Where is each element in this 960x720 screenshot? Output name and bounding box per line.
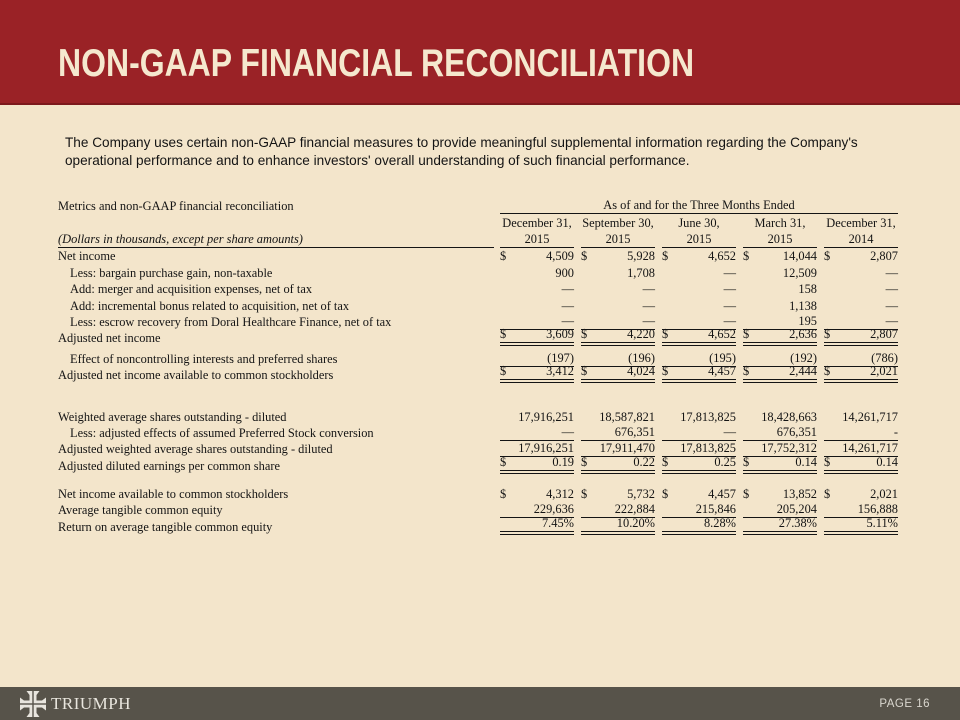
cell-value: — xyxy=(642,298,655,313)
table-cell xyxy=(500,299,574,314)
table-cell xyxy=(824,299,898,314)
table-cell xyxy=(500,410,574,425)
table-cell xyxy=(581,425,655,441)
cell-value: 229,636 xyxy=(533,502,574,517)
table-cell xyxy=(581,282,655,297)
dollar-sign: $ xyxy=(500,364,507,379)
cell-value: — xyxy=(561,298,574,313)
table-cell xyxy=(662,487,736,502)
table-cell xyxy=(581,266,655,281)
cell-value: (192) xyxy=(790,350,817,365)
row-label: Adjusted net income xyxy=(58,331,161,346)
cell-value: — xyxy=(885,298,898,313)
table-row xyxy=(58,425,904,441)
table-cell xyxy=(581,455,655,474)
column-years xyxy=(500,232,898,248)
dollar-sign: $ xyxy=(581,487,588,502)
dollar-sign: $ xyxy=(662,487,669,502)
cell-value: — xyxy=(723,298,736,313)
column-header-year: 2015 xyxy=(743,232,817,248)
flared-cross-icon xyxy=(20,691,46,717)
cell-value: (195) xyxy=(709,350,736,365)
column-header-month: December 31, xyxy=(826,216,896,230)
table-row xyxy=(58,364,904,383)
dollar-sign: $ xyxy=(662,364,669,379)
table-cell xyxy=(743,282,817,297)
table-cell xyxy=(743,364,817,383)
table-cell xyxy=(581,299,655,314)
cell-value: 18,428,663 xyxy=(761,409,817,424)
cell-value: (197) xyxy=(547,350,574,365)
table-header-row xyxy=(58,197,904,214)
dollar-sign: $ xyxy=(662,327,669,342)
cell-value: — xyxy=(723,265,736,280)
row-values xyxy=(500,455,898,474)
cell-value: — xyxy=(642,282,655,297)
cell-value: — xyxy=(561,313,574,328)
row-values xyxy=(500,516,898,535)
table-row xyxy=(58,454,904,473)
column-years-row xyxy=(58,231,904,248)
table-cell xyxy=(743,299,817,314)
cell-value: 222,884 xyxy=(614,502,655,517)
cell-value: 4,652 xyxy=(708,249,736,264)
column-header-year: 2015 xyxy=(662,232,736,248)
cell-value: 900 xyxy=(555,265,574,280)
table-row xyxy=(58,515,904,534)
cell-value: 8.28% xyxy=(703,515,736,530)
table-cell xyxy=(500,327,574,346)
cell-value: 1,138 xyxy=(789,298,817,313)
row-label: Effect of noncontrolling interests and preferred shares xyxy=(70,351,338,366)
cell-value: 156,888 xyxy=(857,502,898,517)
cell-value: 17,916,251 xyxy=(518,409,574,424)
column-header-month: March 31, xyxy=(754,216,806,230)
table-cell xyxy=(662,282,736,297)
table-cell xyxy=(581,364,655,383)
table-cell xyxy=(743,327,817,346)
cell-value: 13,852 xyxy=(782,487,817,502)
row-label: Less: bargain purchase gain, non-taxable xyxy=(70,265,273,280)
column-header-year: 2014 xyxy=(824,232,898,248)
table-cell xyxy=(500,282,574,297)
table-cell xyxy=(662,327,736,346)
cell-value: 5,928 xyxy=(627,249,655,264)
dollar-sign: $ xyxy=(500,327,507,342)
row-values xyxy=(500,249,898,264)
row-label: Adjusted weighted average shares outstanding - diluted xyxy=(58,442,333,457)
cell-value: — xyxy=(885,282,898,297)
cell-value: 4,509 xyxy=(546,249,574,264)
dollar-sign: $ xyxy=(743,249,750,264)
cell-value: 10.20% xyxy=(616,515,655,530)
dollar-sign: $ xyxy=(581,327,588,342)
triumph-logo xyxy=(20,691,131,717)
cell-value: 12,509 xyxy=(782,265,817,280)
dollar-sign: $ xyxy=(743,327,750,342)
table-left-subheader: (Dollars in thousands, except per share amounts) xyxy=(58,232,494,248)
table-row xyxy=(58,264,904,280)
table-cell xyxy=(824,425,898,441)
dollar-sign: $ xyxy=(743,454,750,469)
table-cell xyxy=(500,425,574,441)
column-header-year: 2015 xyxy=(500,232,574,248)
table-cell xyxy=(662,455,736,474)
table-cell xyxy=(500,249,574,264)
row-values xyxy=(500,299,898,314)
table-cell xyxy=(581,487,655,502)
table-cell xyxy=(824,487,898,502)
row-values xyxy=(500,266,898,281)
title-banner xyxy=(0,0,960,105)
cell-value: 4,312 xyxy=(546,487,574,502)
cell-value: 4,457 xyxy=(708,487,736,502)
dollar-sign: $ xyxy=(824,487,831,502)
table-cell xyxy=(662,266,736,281)
table-cell xyxy=(824,266,898,281)
financial-table xyxy=(58,197,904,535)
row-label: Add: incremental bonus related to acquisition, net of tax xyxy=(70,298,350,313)
cell-value: 5.11% xyxy=(866,515,898,530)
table-cell xyxy=(824,364,898,383)
table-cell xyxy=(662,364,736,383)
cell-value: 0.25 xyxy=(714,454,736,469)
table-cell xyxy=(824,455,898,474)
table-cell xyxy=(824,327,898,346)
table-span-header: As of and for the Three Months Ended xyxy=(500,198,898,214)
table-cell xyxy=(743,455,817,474)
cell-value: 2,636 xyxy=(789,327,817,342)
table-row xyxy=(58,297,904,313)
table-row xyxy=(58,486,904,502)
dollar-sign: $ xyxy=(743,364,750,379)
dollar-sign: $ xyxy=(581,454,588,469)
cell-value: 4,220 xyxy=(627,327,655,342)
table-left-header: Metrics and non-GAAP financial reconciliation xyxy=(58,199,294,213)
row-label: Add: merger and acquisition expenses, net of tax xyxy=(70,282,313,297)
table-cell xyxy=(662,425,736,441)
table-cell xyxy=(500,364,574,383)
row-label: Weighted average shares outstanding - diluted xyxy=(58,409,287,424)
dollar-sign: $ xyxy=(824,249,831,264)
table-cell xyxy=(500,516,574,535)
cell-value: — xyxy=(723,282,736,297)
cell-value: 17,813,825 xyxy=(680,441,736,456)
dollar-sign: $ xyxy=(743,487,750,502)
column-months xyxy=(500,216,898,231)
column-header-month: June 30, xyxy=(678,216,720,230)
cell-value: (196) xyxy=(628,350,655,365)
cell-value: 14,044 xyxy=(782,249,817,264)
row-values xyxy=(500,425,898,441)
cell-value: — xyxy=(561,282,574,297)
cell-value: 5,732 xyxy=(627,487,655,502)
cell-value: 2,021 xyxy=(870,364,898,379)
table-cell xyxy=(662,516,736,535)
table-cell xyxy=(500,487,574,502)
row-values xyxy=(500,364,898,383)
cell-value: (786) xyxy=(871,350,898,365)
table-cell xyxy=(824,410,898,425)
intro-paragraph: The Company uses certain non-GAAP financial measures to provide meaningful supplemental information regarding the Company's operational performance and to enhance investors' overall understanding of such financial performance. xyxy=(65,135,858,169)
dollar-sign: $ xyxy=(581,249,588,264)
table-row xyxy=(58,248,904,264)
table-cell xyxy=(824,249,898,264)
column-header-year: 2015 xyxy=(581,232,655,248)
row-label: Adjusted diluted earnings per common share xyxy=(58,458,280,473)
dollar-sign: $ xyxy=(662,249,669,264)
table-cell xyxy=(581,516,655,535)
cell-value: 3,412 xyxy=(546,364,574,379)
cell-value: 17,916,251 xyxy=(518,441,574,456)
table-body xyxy=(58,248,904,535)
cell-value: 2,807 xyxy=(870,249,898,264)
page-title: NON-GAAP FINANCIAL RECONCILIATION xyxy=(58,42,695,85)
cell-value: 7.45% xyxy=(541,515,574,530)
table-cell xyxy=(662,410,736,425)
cell-value: 14,261,717 xyxy=(842,409,898,424)
cell-value: — xyxy=(723,424,736,439)
table-cell xyxy=(581,249,655,264)
table-cell xyxy=(662,249,736,264)
cell-value: 4,457 xyxy=(708,364,736,379)
table-cell xyxy=(500,266,574,281)
table-cell xyxy=(743,266,817,281)
table-cell xyxy=(581,327,655,346)
cell-value: — xyxy=(561,424,574,439)
cell-value: 3,609 xyxy=(546,327,574,342)
cell-value: 1,708 xyxy=(627,265,655,280)
cell-value: — xyxy=(642,313,655,328)
table-cell xyxy=(824,282,898,297)
dollar-sign: $ xyxy=(500,487,507,502)
column-header-month: September 30, xyxy=(582,216,654,230)
row-label: Average tangible common equity xyxy=(58,503,223,518)
cell-value: 676,351 xyxy=(614,424,655,439)
table-row xyxy=(58,408,904,424)
dollar-sign: $ xyxy=(824,454,831,469)
cell-value: 17,911,470 xyxy=(599,441,655,456)
column-header-month: December 31, xyxy=(502,216,572,230)
row-label: Net income available to common stockholders xyxy=(58,487,289,502)
cell-value: 2,807 xyxy=(870,327,898,342)
cell-value: — xyxy=(885,313,898,328)
table-cell xyxy=(743,249,817,264)
dollar-sign: $ xyxy=(500,454,507,469)
cell-value: — xyxy=(723,313,736,328)
dollar-sign: $ xyxy=(824,327,831,342)
row-label: Adjusted net income available to common stockholders xyxy=(58,368,334,383)
cell-value: 17,752,312 xyxy=(761,441,817,456)
table-row xyxy=(58,281,904,297)
table-cell xyxy=(743,410,817,425)
cell-value: 17,813,825 xyxy=(680,409,736,424)
cell-value: 27.38% xyxy=(778,515,817,530)
cell-value: - xyxy=(893,424,898,439)
cell-value: 18,587,821 xyxy=(599,409,655,424)
row-label: Net income xyxy=(58,249,116,264)
row-values xyxy=(500,282,898,297)
table-cell xyxy=(581,410,655,425)
cell-value: 4,024 xyxy=(627,364,655,379)
cell-value: 0.19 xyxy=(552,454,574,469)
cell-value: 0.22 xyxy=(633,454,655,469)
cell-value: 0.14 xyxy=(795,454,817,469)
row-values xyxy=(500,487,898,502)
cell-value: 215,846 xyxy=(695,502,736,517)
cell-value: 676,351 xyxy=(776,424,817,439)
logo-text: TRIUMPH xyxy=(51,693,132,713)
cell-value: 0.14 xyxy=(876,454,898,469)
cell-value: 2,444 xyxy=(789,364,817,379)
cell-value: — xyxy=(885,265,898,280)
column-months-row xyxy=(58,214,904,231)
row-values xyxy=(500,327,898,346)
cell-value: 195 xyxy=(798,313,817,328)
row-values xyxy=(500,410,898,425)
cell-value: 158 xyxy=(798,282,817,297)
table-cell xyxy=(743,516,817,535)
dollar-sign: $ xyxy=(500,249,507,264)
cell-value: 205,204 xyxy=(776,502,817,517)
dollar-sign: $ xyxy=(824,364,831,379)
table-row xyxy=(58,327,904,346)
table-cell xyxy=(824,516,898,535)
cell-value: 4,652 xyxy=(708,327,736,342)
row-label: Less: escrow recovery from Doral Healthcare Finance, net of tax xyxy=(70,314,392,329)
cell-value: 14,261,717 xyxy=(842,441,898,456)
table-cell xyxy=(743,487,817,502)
row-label: Less: adjusted effects of assumed Preferred Stock conversion xyxy=(70,425,374,440)
page-number: PAGE 16 xyxy=(879,697,930,710)
dollar-sign: $ xyxy=(581,364,588,379)
table-cell xyxy=(743,425,817,441)
dollar-sign: $ xyxy=(662,454,669,469)
footer-bar xyxy=(0,687,960,720)
cell-value: 2,021 xyxy=(870,487,898,502)
row-label: Return on average tangible common equity xyxy=(58,519,273,534)
table-cell xyxy=(662,299,736,314)
table-cell xyxy=(500,455,574,474)
